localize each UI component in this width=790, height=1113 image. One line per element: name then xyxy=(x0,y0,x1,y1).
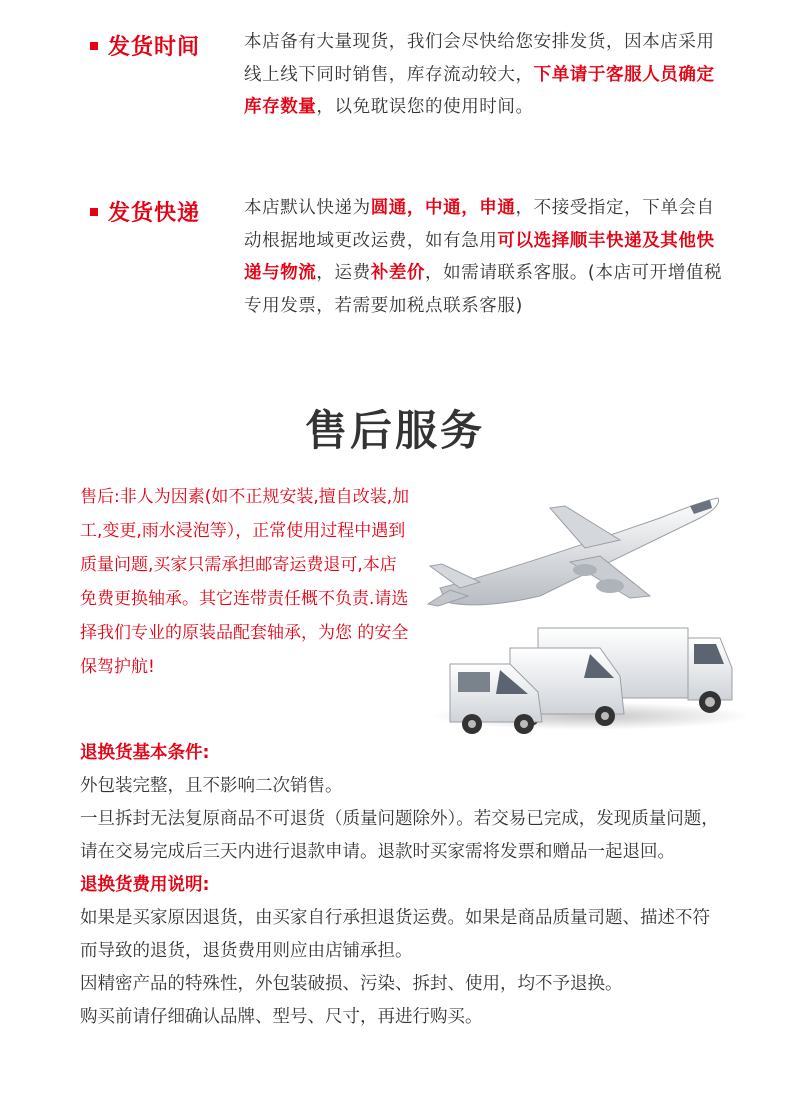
shipping-time-text-end: ，以免耽误您的使用时间。 xyxy=(316,97,534,117)
return-fees-heading: 退换货费用说明: xyxy=(80,875,210,895)
express-couriers: 圆通，中通，申通 xyxy=(370,198,516,218)
shipping-time-body xyxy=(244,26,724,124)
logistics-illustration xyxy=(420,478,750,738)
express-header xyxy=(90,196,200,227)
return-fees-line3: 购买前请仔细确认品牌、型号、尺寸，再进行购买。 xyxy=(80,1007,483,1027)
shipping-time-text: 本店备有大量现货，我们会尽快给您安排发货，因本店采用线上线下同时销售，库存流动较大， xyxy=(244,32,715,85)
shipping-time-title: 发货时间 xyxy=(108,35,201,60)
shipping-time-highlight: 下单请于客服人员确定库存数量 xyxy=(244,64,715,117)
bullet-icon xyxy=(90,208,98,216)
express-text-3: ，运费 xyxy=(316,263,371,283)
return-policy xyxy=(80,737,720,1034)
airplane-icon xyxy=(428,498,719,606)
express-option-highlight: 可以选择顺丰快递及其他快递与物流 xyxy=(244,230,715,283)
express-text-4: ，如需请联系客服。(本店可开增值税专用发票，若需要加税点联系客服) xyxy=(244,263,723,316)
airplane-trucks-icon xyxy=(420,478,750,738)
shipping-time-header xyxy=(90,30,200,61)
return-fees-line2: 因精密产品的特殊性，外包装破损、污染、拆封、使用，均不予退换。 xyxy=(80,974,623,994)
return-fees-line1: 如果是买家原因退货，由买家自行承担退货运费。如果是商品质量司题、描述不符而导致的退货，退货费用则应由店铺承担。 xyxy=(80,908,710,961)
express-text-2: ，不接受指定，下单会自动根据地域更改运费，如有急用 xyxy=(244,198,715,251)
return-conditions-line1: 外包装完整，且不影响二次销售。 xyxy=(80,776,343,796)
bullet-icon xyxy=(90,42,98,50)
express-text-1: 本店默认快递为 xyxy=(244,198,371,218)
return-conditions-heading: 退换货基本条件: xyxy=(80,743,210,763)
express-surcharge-highlight: 补差价 xyxy=(370,263,426,283)
after-sales-title: 售后服务 xyxy=(304,406,485,455)
return-conditions-line2: 一旦拆封无法复原商品不可退货（质量问题除外）。若交易已完成，发现质量问题，请在交易完成后三天内进行退款申请。退款时买家需将发票和赠品一起退回。 xyxy=(80,809,719,862)
express-body xyxy=(244,192,724,322)
express-title: 发货快递 xyxy=(108,201,201,226)
after-sales-text: 售后:非人为因素(如不正规安装,擅自改装,加工,变更,雨水浸泡等），正常使用过程中遇到质量问题,买家只需承担邮寄运费退可,本店免费更换轴承。其它连带责任概不负责.请选择我们专业的原装品配套轴承，为您 的安全保驾护航! xyxy=(80,487,410,677)
